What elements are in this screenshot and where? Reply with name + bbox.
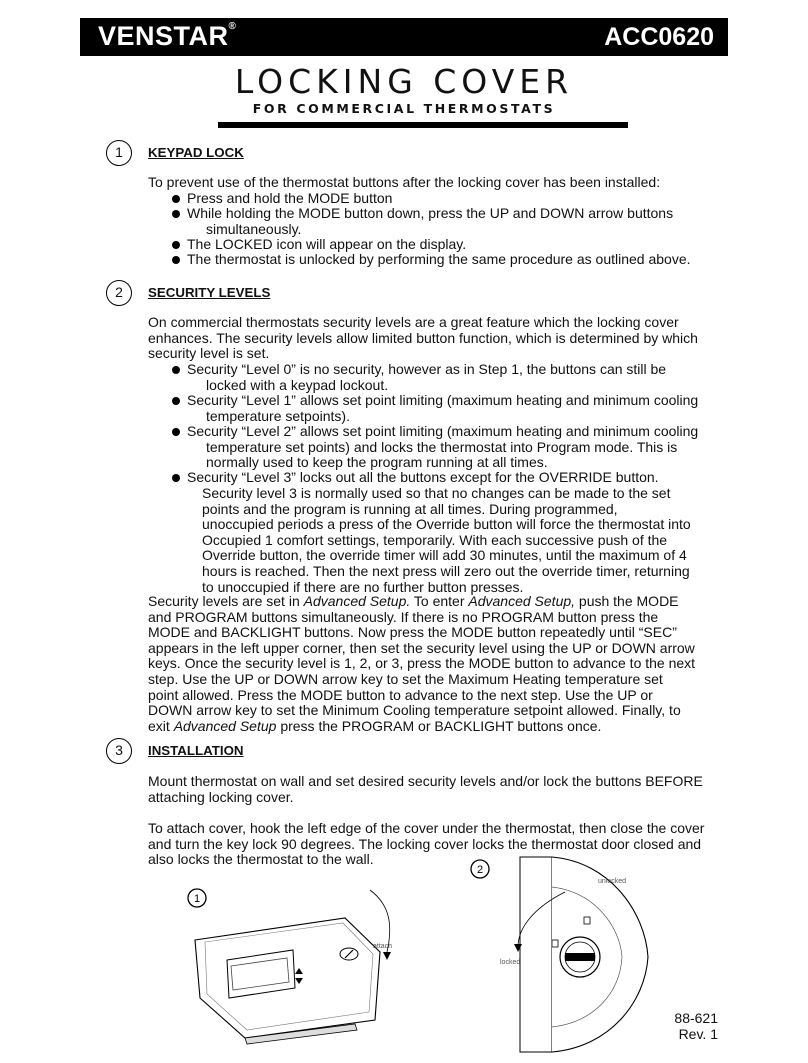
page-subtitle: FOR COMMERCIAL THERMOSTATS [252, 101, 556, 116]
bullet-icon [172, 397, 180, 405]
list-item: Security “Level 1” allows set point limiting (maximum heating and minimum cooling temperature setpoints). [172, 393, 712, 424]
unlocked-label: unlocked [598, 878, 627, 885]
section-2-heading: SECURITY LEVELS [148, 285, 271, 300]
bullet-icon [172, 366, 180, 374]
section-1-heading: KEYPAD LOCK [148, 145, 244, 160]
list-item: Security “Level 3” locks out all the buttons except for the OVERRIDE button. [172, 470, 712, 486]
attach-label: attach [373, 943, 393, 950]
list-item: While holding the MODE button down, press the UP and DOWN arrow buttons simultaneously. [172, 206, 712, 237]
level-3-description: Security level 3 is normally used so that no changes can be made to the set points and the program is running at all times. During programmed, unoccupied periods a press of the Override button will force the thermostat into Occupied 1 comfort settings, temporarily. With each successive push of the Override button, the override timer will add 30 minutes, until the maximum of 4 hours is reached. Then the next press will zero out the override timer, returning to unoccupied if there are no further button presses. [202, 485, 691, 595]
locked-label: locked [500, 959, 521, 966]
bullet-icon [172, 210, 180, 218]
list-item: Security “Level 2” allows set point limiting (maximum heating and minimum cooling temperature set points) and locks the thermostat into Program mode. This is normally used to keep the program running at all times. [172, 424, 712, 471]
figure-1-number: 1 [193, 893, 201, 905]
key-slot-icon [565, 953, 595, 961]
list-item: The thermostat is unlocked by performing the same procedure as outlined above. [172, 252, 712, 268]
cover-hinge-edge [520, 857, 552, 1052]
bullet-icon [172, 241, 180, 249]
bullet-icon [172, 428, 180, 436]
brand-logo: VENSTAR® [98, 21, 237, 51]
section-2-intro: On commercial thermostats security levels are a great feature which the locking cover enhances. The security levels allow limited button function, which is determined by which security level is set. [148, 314, 698, 362]
section-3-para-2: To attach cover, hook the left edge of the cover under the thermostat, then close the cover and turn the key lock 90 degrees. The locking cover locks the thermostat door closed and also locks the thermostat to the wall. [148, 820, 705, 868]
section-1-intro: To prevent use of the thermostat buttons after the locking cover has been installed: [148, 174, 661, 190]
model-number: ACC0620 [604, 23, 714, 51]
figure-2-locking-cover [460, 852, 660, 1062]
section-3-number: 3 [106, 738, 132, 764]
bullet-icon [172, 474, 180, 482]
bullet-icon [172, 256, 180, 264]
revision-label: Rev. 1 [678, 1026, 718, 1042]
title-rule [218, 122, 628, 128]
list-item: Press and hold the MODE button [172, 191, 712, 207]
section-2-number: 2 [106, 280, 132, 306]
list-item: The LOCKED icon will appear on the display. [172, 237, 712, 253]
figure-1-thermostat [175, 880, 415, 1050]
section-3-heading: INSTALLATION [148, 743, 244, 758]
page-title: LOCKING COVER [234, 62, 574, 101]
figure-2-number: 2 [476, 864, 484, 876]
advanced-setup-text: Security levels are set in Advanced Setup. To enter Advanced Setup, push the MODE and PROGRAM buttons simultaneously. If there is no PROGRAM button press the MODE and BACKLIGHT buttons. Now press the MODE button repeatedly until “SEC” appears in the left upper corner, then set the security level using the UP or DOWN arrow keys. Once the security level is 1, 2, or 3, press the MODE button to advance to the next step. Use the UP or DOWN arrow key to set the Maximum Heating temperature set point allowed. Press the MODE button to advance to the next step. Use the UP or DOWN arrow key to set the Minimum Cooling temperature setpoint allowed. Finally, to exit Advanced Setup press the PROGRAM or BACKLIGHT buttons once. [148, 593, 696, 734]
section-1-number: 1 [106, 140, 132, 166]
list-item: Security “Level 0” is no security, however as in Step 1, the buttons can still be locked with a keypad lockout. [172, 362, 712, 393]
header-bar [80, 18, 728, 56]
document-footer [674, 1010, 718, 1042]
document-number: 88-621 [674, 1010, 718, 1026]
section-3-para-1: Mount thermostat on wall and set desired security levels and/or lock the buttons BEFORE attaching locking cover. [148, 773, 703, 805]
bullet-icon [172, 195, 180, 203]
